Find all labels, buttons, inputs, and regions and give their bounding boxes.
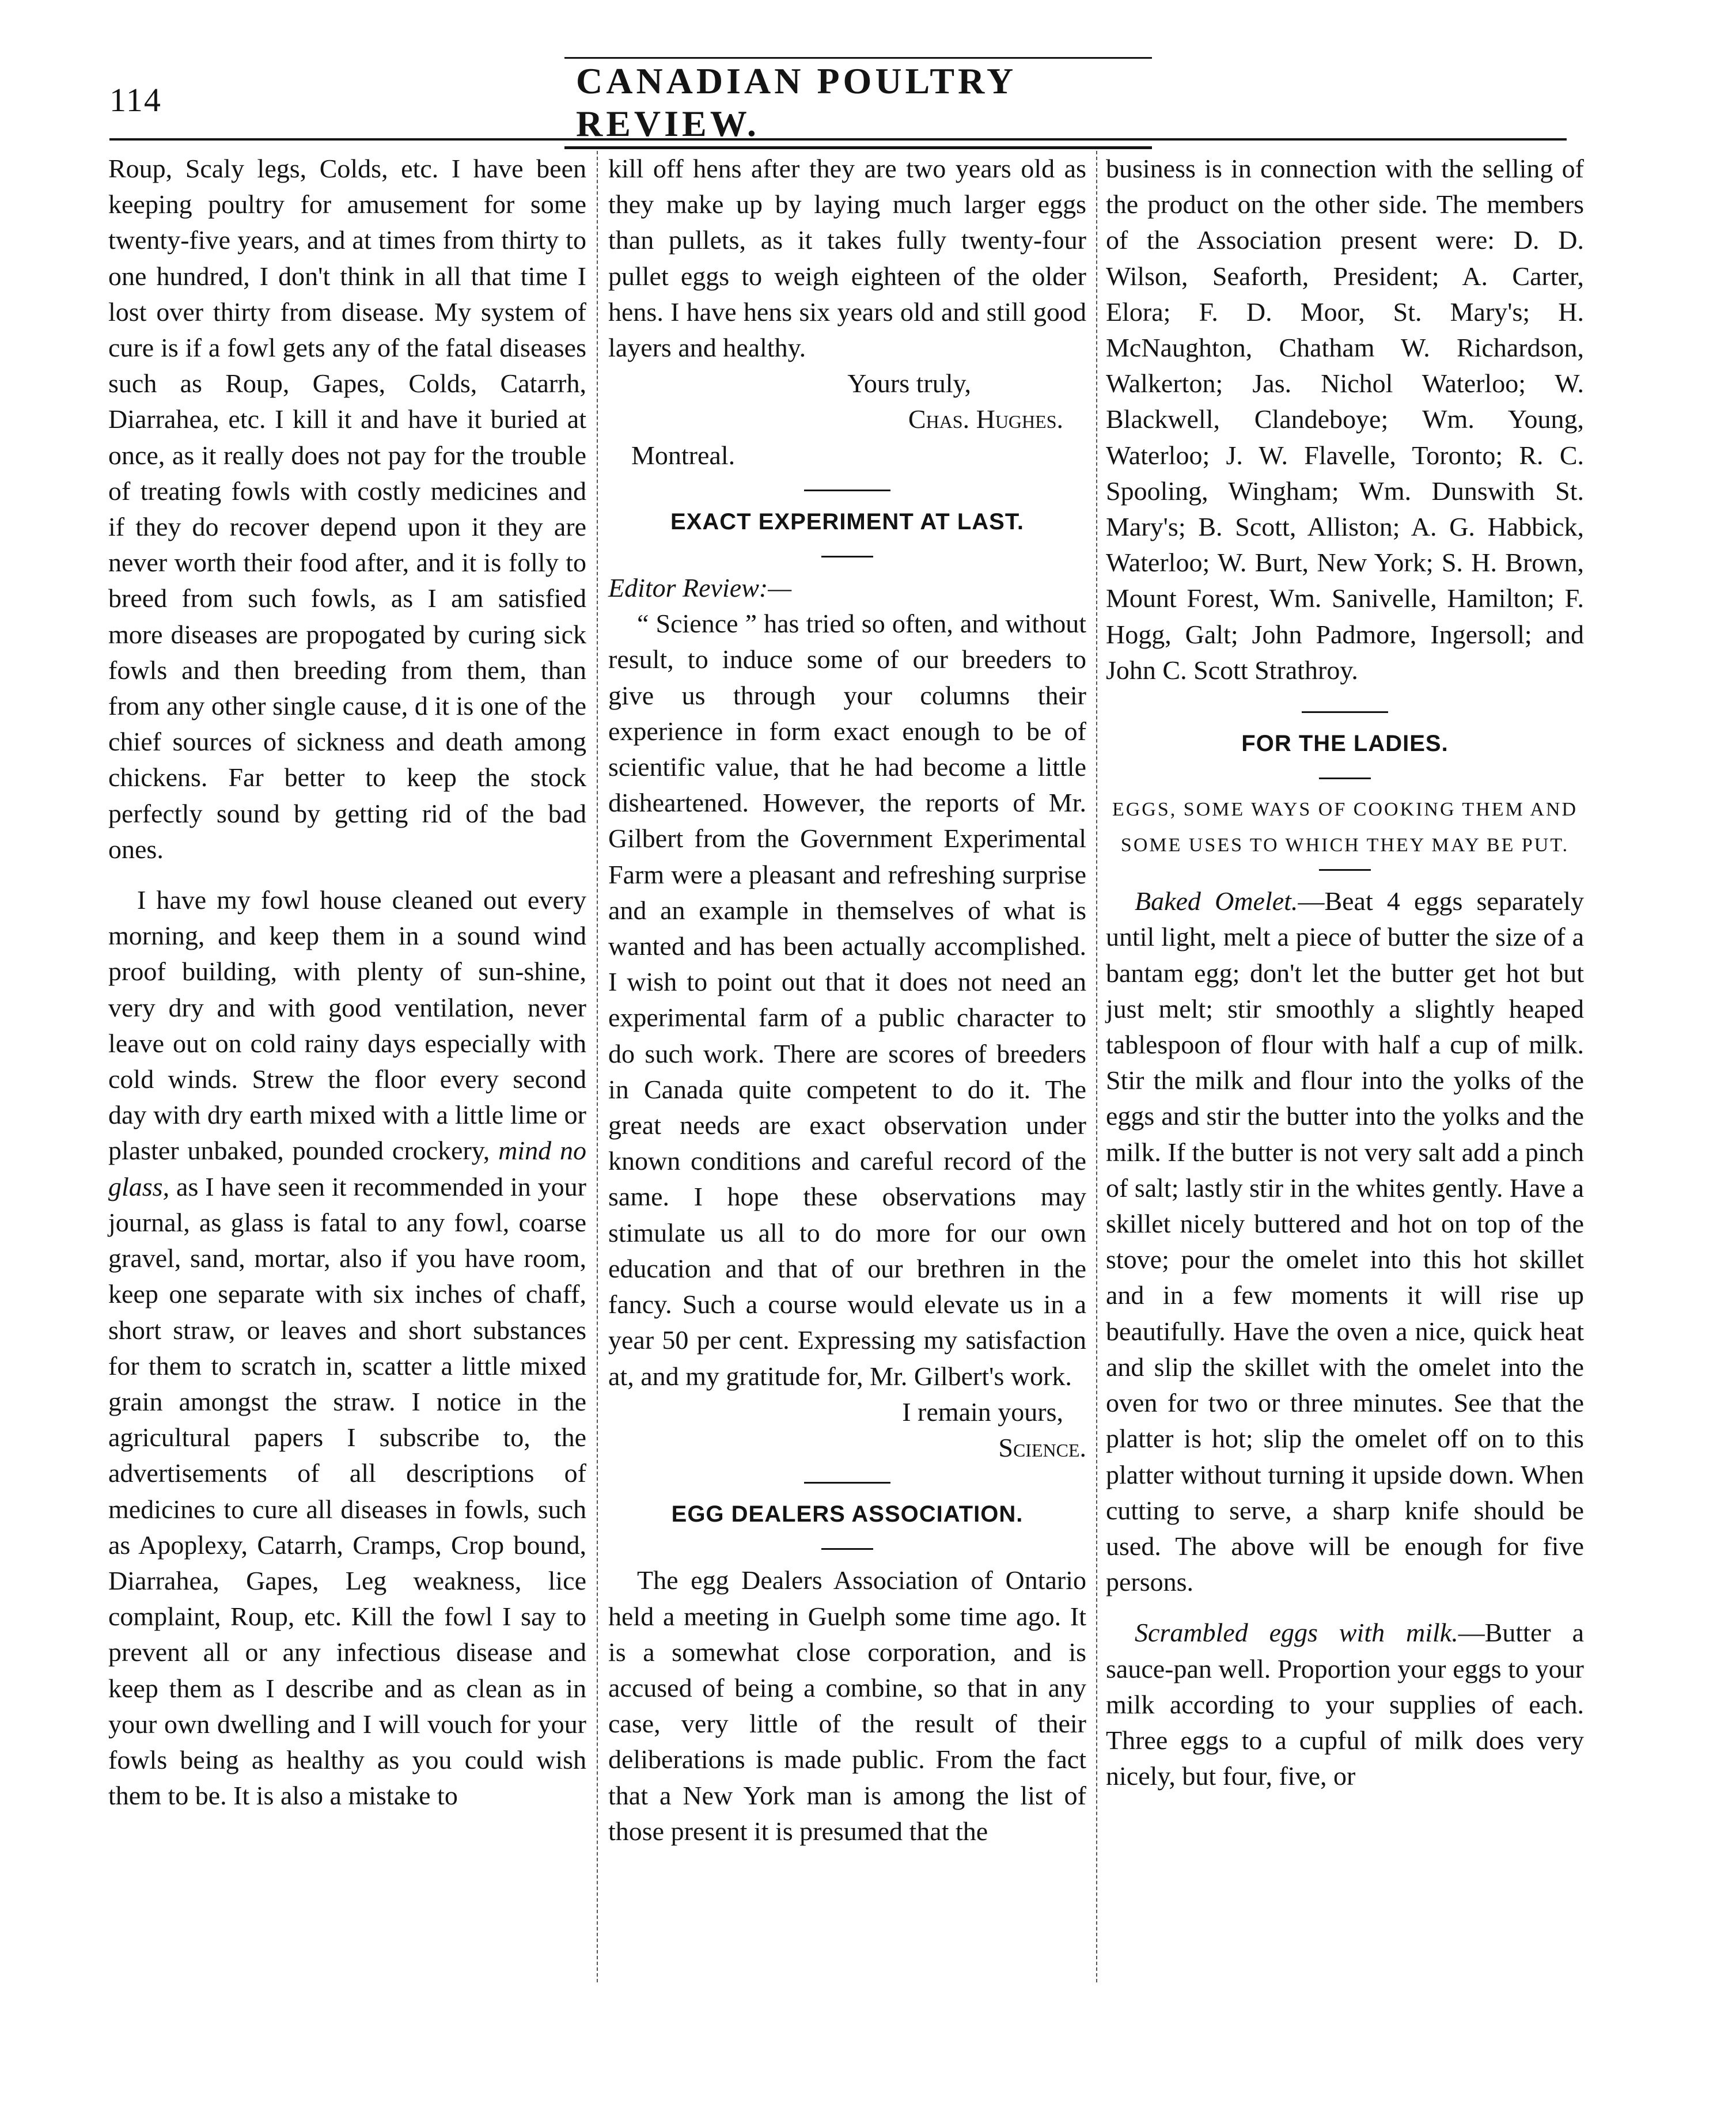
page-number: 114 bbox=[109, 81, 162, 119]
section-rule bbox=[821, 556, 873, 558]
section-title: EGG DEALERS ASSOCIATION. bbox=[671, 1501, 1024, 1527]
recipe-title: Baked Omelet. bbox=[1135, 886, 1298, 916]
header-rule bbox=[109, 138, 1567, 141]
paragraph: “ Science ” has tried so often, and without result, to induce some of our breeders to give us through your columns their experience in form exact enough to be of scientific value, that he had become a little disheartened. However, the reports of Mr. Gilbert from the Government Experimental Farm were a pleasant and refreshing surprise and an example in themselves of what is wanted and has been actually accomplished. I wish to point out that it does not need an experimental farm of a public character to do such work. There are scores of breeders in Canada quite competent to do it. The great needs are exact observation under known conditions and careful record of the same. I hope these observations may stimulate us all to do more for our own education and that of our brethren in the fancy. Such a course would elevate us in a year 50 per cent. Expressing my satisfaction at, and my gratitude for, Mr. Gilbert's work. bbox=[608, 609, 1086, 1391]
section-title: EXACT EXPERIMENT AT LAST. bbox=[670, 509, 1024, 534]
paragraph: The egg Dealers Association of Ontario held a meeting in Guelph some time ago. It is a somewhat close corporation, and is accused of being a combine, so that in any case, very little of the result of their deliberations is made public. From the fact that a New York man is among the list of those present it is presumed that the bbox=[608, 1565, 1086, 1846]
section-rule bbox=[804, 490, 890, 491]
signature: Chas. Hughes. bbox=[908, 404, 1063, 434]
paragraph: business is in connection with the selling of the product on the other side. The members of the Association present were: D. D. Wilson, Seaforth, President; A. Carter, Elora; F. D. Moor, St. Mary's; H. McNaughton, Chatham W. Richardson, Walkerton; Jas. Nichol Waterloo; W. Blackwell, Clandeboye; Wm. Young, Waterloo; J. W. Flavelle, Toronto; R. C. Spooling, Wingham; Wm. Dunswith St. Mary's; B. Scott, Alliston; A. G. Habbick, Waterloo; W. Burt, New York; S. H. Brown, Mount Forest, Wm. Sanivelle, Hamilton; F. Hogg, Galt; John Padmore, Ingersoll; and John C. Scott Strathroy. bbox=[1106, 154, 1584, 685]
place-name: Montreal. bbox=[631, 440, 736, 470]
section-rule bbox=[1302, 711, 1388, 713]
masthead-title: CANADIAN POULTRY REVIEW. bbox=[564, 57, 1152, 149]
signature: Science. bbox=[998, 1432, 1086, 1462]
salutation: Editor Review:— bbox=[608, 573, 792, 603]
paragraph bbox=[108, 882, 586, 1814]
paragraph bbox=[1106, 883, 1584, 1600]
closing: I remain yours, bbox=[902, 1397, 1063, 1427]
text-run: —Butter a sauce-pan well. Proportion your eggs to your milk according to your supplies of each. Three eggs to a cupful of milk does very nicely, but four, five, or bbox=[1106, 1618, 1584, 1791]
masthead bbox=[564, 60, 1152, 144]
subtitle: EGGS, SOME WAYS OF COOKING THEM AND SOME USES TO WHICH THEY MAY BE PUT. bbox=[1112, 799, 1578, 856]
column-1 bbox=[108, 151, 586, 1814]
closing: Yours truly, bbox=[847, 369, 971, 399]
column-2 bbox=[608, 151, 1086, 1849]
recipe-title: Scrambled eggs with milk. bbox=[1135, 1618, 1458, 1648]
text-run: I have my fowl house cleaned out every morning, and keep them in a sound wind proof building, with plenty of sun-shine, very dry and with good ventilation, never leave out on cold rainy days especially with cold winds. Strew the floor every second day with dry earth mixed with a little lime or plaster unbaked, pounded crockery, bbox=[108, 885, 586, 1166]
column-divider bbox=[597, 151, 598, 1982]
paragraph: kill off hens after they are two years old as they make up by laying much larger eggs than pullets, as it takes fully twenty-four pullet eggs to weigh eighteen of the older hens. I have hens six years old and still good layers and healthy. bbox=[608, 154, 1086, 363]
paragraph: Roup, Scaly legs, Colds, etc. I have been keeping poultry for amusement for some twenty-five years, and at times from thirty to one hundred, I don't think in all that time I lost over thirty from disease. My system of cure is if a fowl gets any of the fatal diseases such as Roup, Gapes, Colds, Catarrh, Diarrahea, etc. I kill it and have it buried at once, as it really does not pay for the trouble of treating fowls with costly medicines and if they do recover depend upon it they are never worth their food after, and it is folly to breed from such fowls, as I am satisfied more diseases are propogated by curing sick fowls and then breeding from them, than from any other single cause, d it is one of the chief sources of sickness and death among chickens. Far better to keep the stock perfectly sound by getting rid of the bad ones. bbox=[108, 154, 586, 864]
column-divider bbox=[1096, 151, 1097, 1982]
paragraph bbox=[1106, 1615, 1584, 1794]
section-rule bbox=[821, 1548, 873, 1550]
text-run: as I have seen it recommended in your journal, as glass is fatal to any fowl, coarse gravel, sand, mortar, also if you have room, keep one separate with six inches of chaff, short straw, or leaves and short substances for them to scratch in, scatter a little mixed grain amongst the straw. I notice in the agricultural papers I subscribe to, the advertisements of all descriptions of medicines to cure all diseases in fowls, such as Apoplexy, Catarrh, Cramps, Crop bound, Diarrahea, Gapes, Leg weakness, lice complaint, Roup, etc. Kill the fowl I say to prevent all or any infectious disease and keep them as I describe and as clean as in your own dwelling and I will vouch for your fowls being as healthy as you could wish them to be. It is also a mistake to bbox=[108, 1171, 586, 1811]
section-rule bbox=[1319, 869, 1371, 871]
emphasis-text: mind no glass, bbox=[108, 1136, 587, 1201]
text-run: —Beat 4 eggs separately until light, melt a piece of butter the size of a bantam egg; don't let the butter get hot but just melt; stir smoothly a slightly heaped tablespoon of flour with half a cup of milk. Stir the milk and flour into the yolks of the eggs and stir the butter into the yolks and the milk. If the butter is not very salt add a pinch of salt; lastly stir in the whites gently. Have a skillet nicely buttered and hot on top of the stove; pour the omelet into this hot skillet and in a few moments it will rise up beautifully. Have the oven a nice, quick heat and slip the skillet with the omelet into the oven for two or three minutes. See that the platter is hot; slip the omelet off on to this platter without turning it upside down. When cutting to serve, a sharp knife should be used. The above will be enough for five persons. bbox=[1106, 886, 1584, 1597]
section-title: FOR THE LADIES. bbox=[1241, 731, 1449, 757]
section-rule bbox=[804, 1482, 890, 1484]
column-3 bbox=[1106, 151, 1584, 1794]
section-rule bbox=[1319, 778, 1371, 779]
